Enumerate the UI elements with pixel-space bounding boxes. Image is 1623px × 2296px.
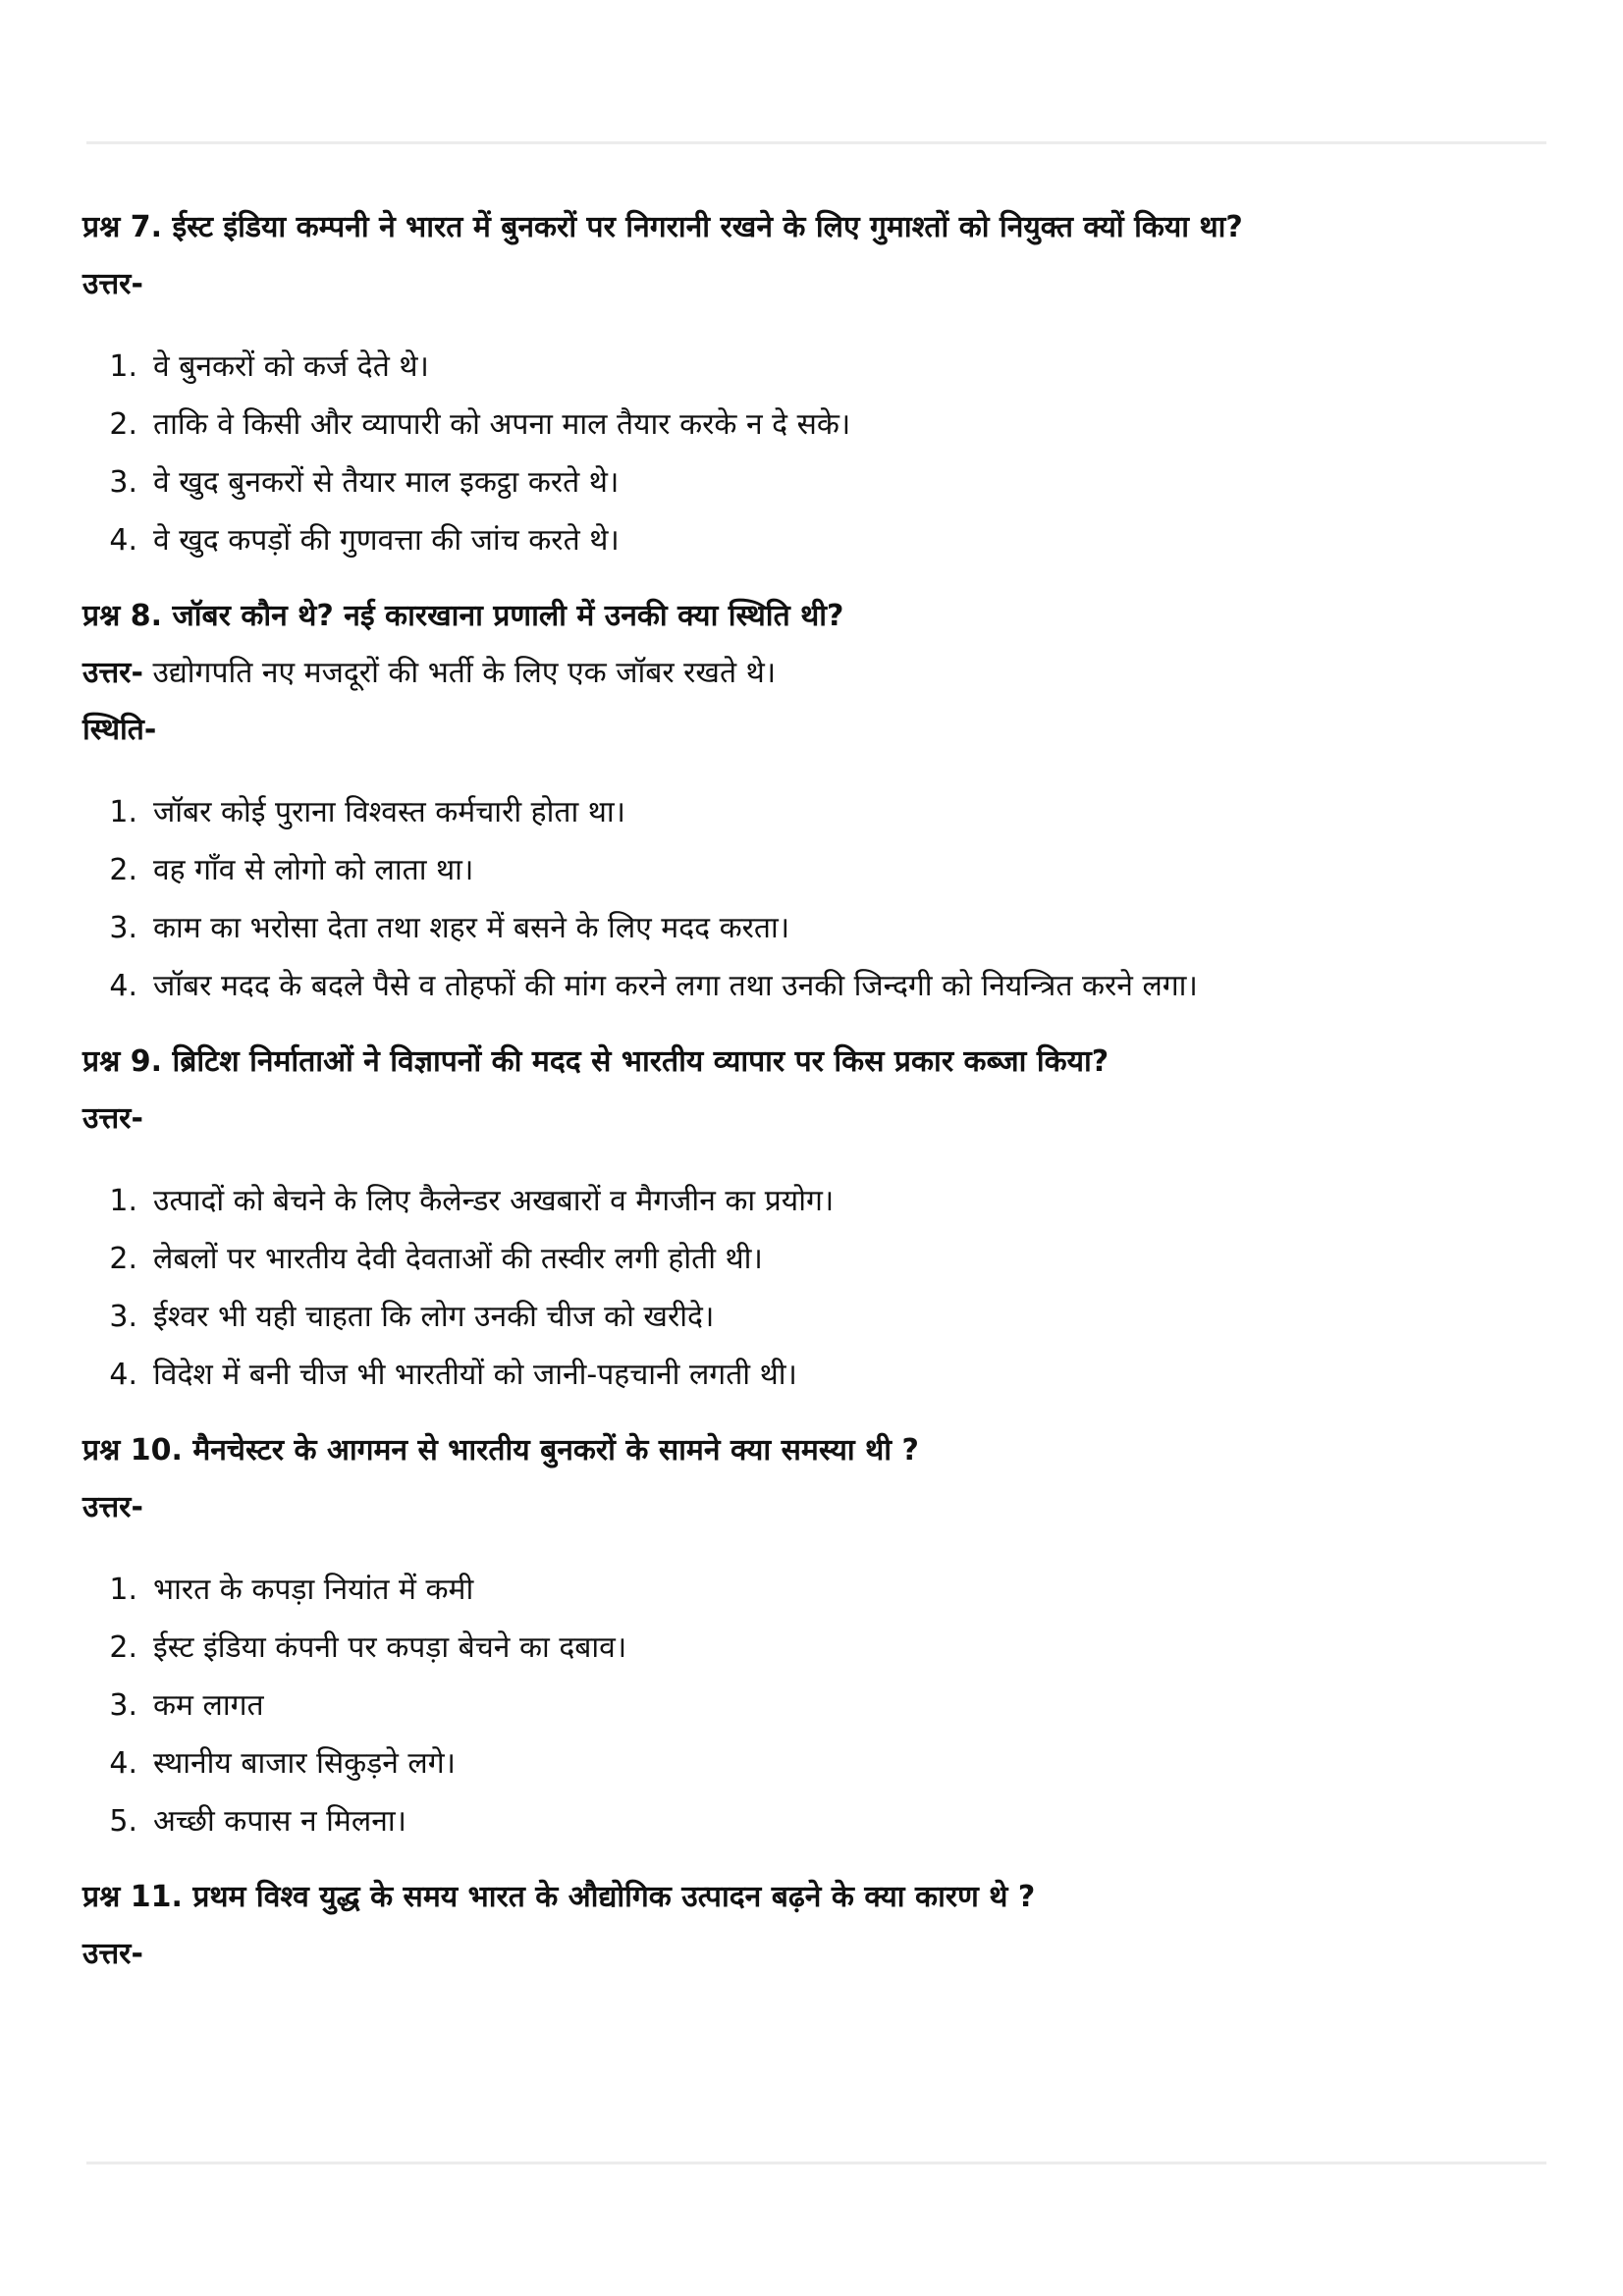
list-item: 4. विदेश में बनी चीज भी भारतीयों को जानी-पहचानी लगती थी। xyxy=(109,1358,797,1392)
sub-label-status: स्थिति- xyxy=(82,713,157,747)
top-divider xyxy=(86,141,1546,144)
answer-label: उत्तर- xyxy=(82,1490,143,1524)
answer-label: उत्तर- xyxy=(82,1937,143,1971)
answer-inline xyxy=(82,652,1555,695)
list-item: 1. उत्पादों को बेचने के लिए कैलेन्डर अखबारों व मैगजीन का प्रयोग। xyxy=(109,1184,835,1218)
answer-list xyxy=(82,1561,1555,1850)
bottom-divider xyxy=(86,2162,1546,2164)
question-8-heading: प्रश्न 8. जॉबर कौन थे? नई कारखाना प्रणाली में उनकी क्या स्थिति थी? xyxy=(82,599,844,633)
list-item: 4. स्थानीय बाजार सिकुड़ने लगे। xyxy=(109,1746,457,1781)
answer-list xyxy=(82,783,1555,1015)
list-item: 3. काम का भरोसा देता तथा शहर में बसने के लिए मदद करता। xyxy=(109,911,790,945)
question-block-11 xyxy=(82,1876,1555,1976)
document-body xyxy=(82,206,1555,1976)
list-item: 1. वे बुनकरों को कर्ज देते थे। xyxy=(109,349,429,384)
answer-label: उत्तर- xyxy=(82,1101,143,1136)
list-item: 2. वह गाँव से लोगो को लाता था। xyxy=(109,853,474,887)
list-item: 2. लेबलों पर भारतीय देवी देवताओं की तस्वीर लगी होती थी। xyxy=(109,1242,763,1276)
answer-label: उत्तर- xyxy=(82,267,143,301)
list-item: 3. कम लागत xyxy=(109,1688,264,1723)
list-item: 3. वे खुद बुनकरों से तैयार माल इकट्ठा करते थे। xyxy=(109,465,620,500)
list-item: 4. जॉबर मदद के बदले पैसे व तोहफों की मांग करने लगा तथा उनकी जिन्दगी को नियन्त्रित करने लगा। xyxy=(109,969,1198,1003)
question-9-heading: प्रश्न 9. ब्रिटिश निर्माताओं ने विज्ञापनों की मदद से भारतीय व्यापार पर किस प्रकार कब्जा किया? xyxy=(82,1044,1109,1079)
question-block-9 xyxy=(82,1041,1555,1404)
question-7-heading: प्रश्न 7. ईस्ट इंडिया कम्पनी ने भारत में बुनकरों पर निगरानी रखने के लिए गुमाश्तों को नियुक्त क्यों किया था? xyxy=(82,210,1243,244)
list-item: 1. भारत के कपड़ा नियांत में कमी xyxy=(109,1573,474,1607)
answer-list xyxy=(82,338,1555,569)
question-10-heading: प्रश्न 10. मैनचेस्टर के आगमन से भारतीय बुनकरों के सामने क्या समस्या थी ? xyxy=(82,1433,919,1468)
question-11-heading: प्रश्न 11. प्रथम विश्व युद्ध के समय भारत के औद्योगिक उत्पादन बढ़ने के क्या कारण थे ? xyxy=(82,1880,1036,1914)
list-item: 2. ताकि वे किसी और व्यापारी को अपना माल तैयार करके न दे सके। xyxy=(109,407,851,442)
list-item: 5. अच्छी कपास न मिलना। xyxy=(109,1804,406,1839)
list-item: 2. ईस्ट इंडिया कंपनी पर कपड़ा बेचने का दबाव। xyxy=(109,1630,627,1665)
answer-list xyxy=(82,1172,1555,1404)
question-block-7 xyxy=(82,206,1555,569)
answer-label: उत्तर- xyxy=(82,656,143,690)
list-item: 1. जॉबर कोई पुराना विश्वस्त कर्मचारी होता था। xyxy=(109,795,626,829)
question-block-10 xyxy=(82,1429,1555,1850)
question-block-8 xyxy=(82,595,1555,1015)
list-item: 3. ईश्वर भी यही चाहता कि लोग उनकी चीज को खरीदे। xyxy=(109,1300,715,1334)
list-item: 4. वे खुद कपड़ों की गुणवत्ता की जांच करते थे। xyxy=(109,523,620,558)
answer-text: उद्योगपति नए मजदूरों की भर्ती के लिए एक जॉबर रखते थे। xyxy=(142,656,777,690)
